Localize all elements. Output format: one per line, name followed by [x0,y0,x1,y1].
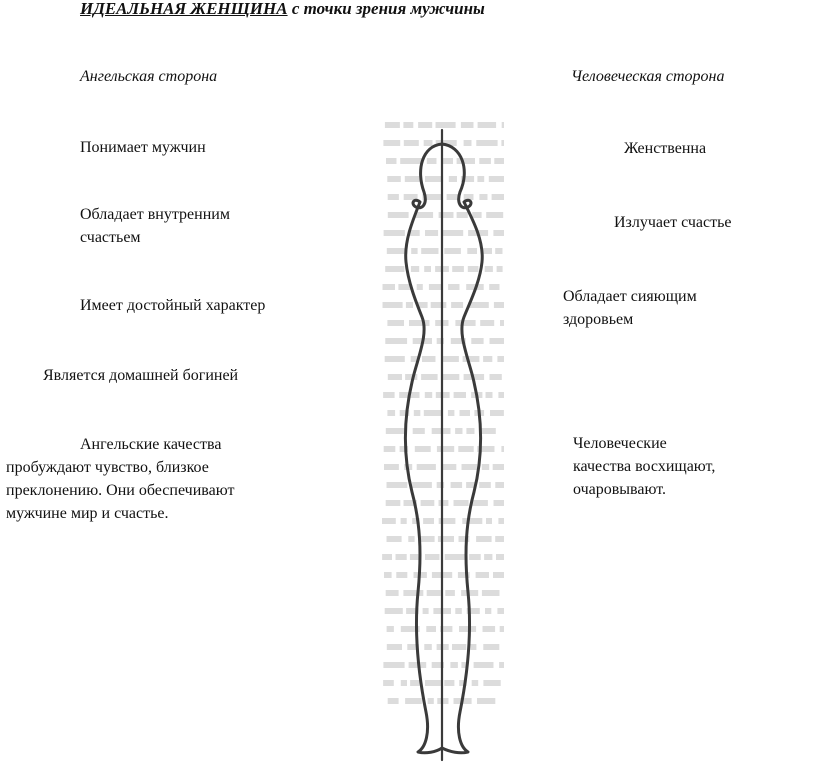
angelic-item-understands-men: Понимает мужчин [80,139,206,156]
human-item-radiant-health-line1: Обладает сияющим [563,288,697,305]
human-item-feminine: Женственна [624,140,707,157]
human-item-radiant-health [563,285,697,331]
silhouette-right [442,144,482,753]
human-summary [573,432,715,501]
angelic-summary-line3: преклонению. Они обеспечивают [6,482,235,499]
human-side-heading: Человеческая сторона [571,68,725,85]
human-item-radiates-happiness: Излучает счастье [614,214,732,231]
angelic-side-heading: Ангельская сторона [80,68,218,85]
page-title [80,0,485,19]
human-summary-line1: Человеческие [573,435,667,452]
title-subtitle: с точки зрения мужчины [287,0,485,18]
angelic-summary-line1: Ангельские качества [80,436,222,453]
angelic-summary-line2: пробуждают чувство, близкое [6,459,209,476]
angelic-item-inner-happiness-line1: Обладает внутренним [80,206,230,223]
woman-silhouette-figure [378,112,508,762]
angelic-item-inner-happiness [80,203,230,249]
human-summary-line3: очаровывают. [573,481,667,498]
angelic-item-domestic-goddess: Является домашней богиней [43,367,239,384]
angelic-summary [6,433,326,525]
angelic-summary-line4: мужчине мир и счастье. [6,505,169,522]
human-item-radiant-health-line2: здоровьем [563,311,634,328]
woman-silhouette-icon [378,112,508,762]
title-main: ИДЕАЛЬНАЯ ЖЕНЩИНА [80,0,288,18]
angelic-item-inner-happiness-line2: счастьем [80,229,141,246]
angelic-item-dignified-character: Имеет достойный характер [80,297,266,314]
human-summary-line2: качества восхищают, [573,458,716,475]
silhouette-left [405,144,442,753]
